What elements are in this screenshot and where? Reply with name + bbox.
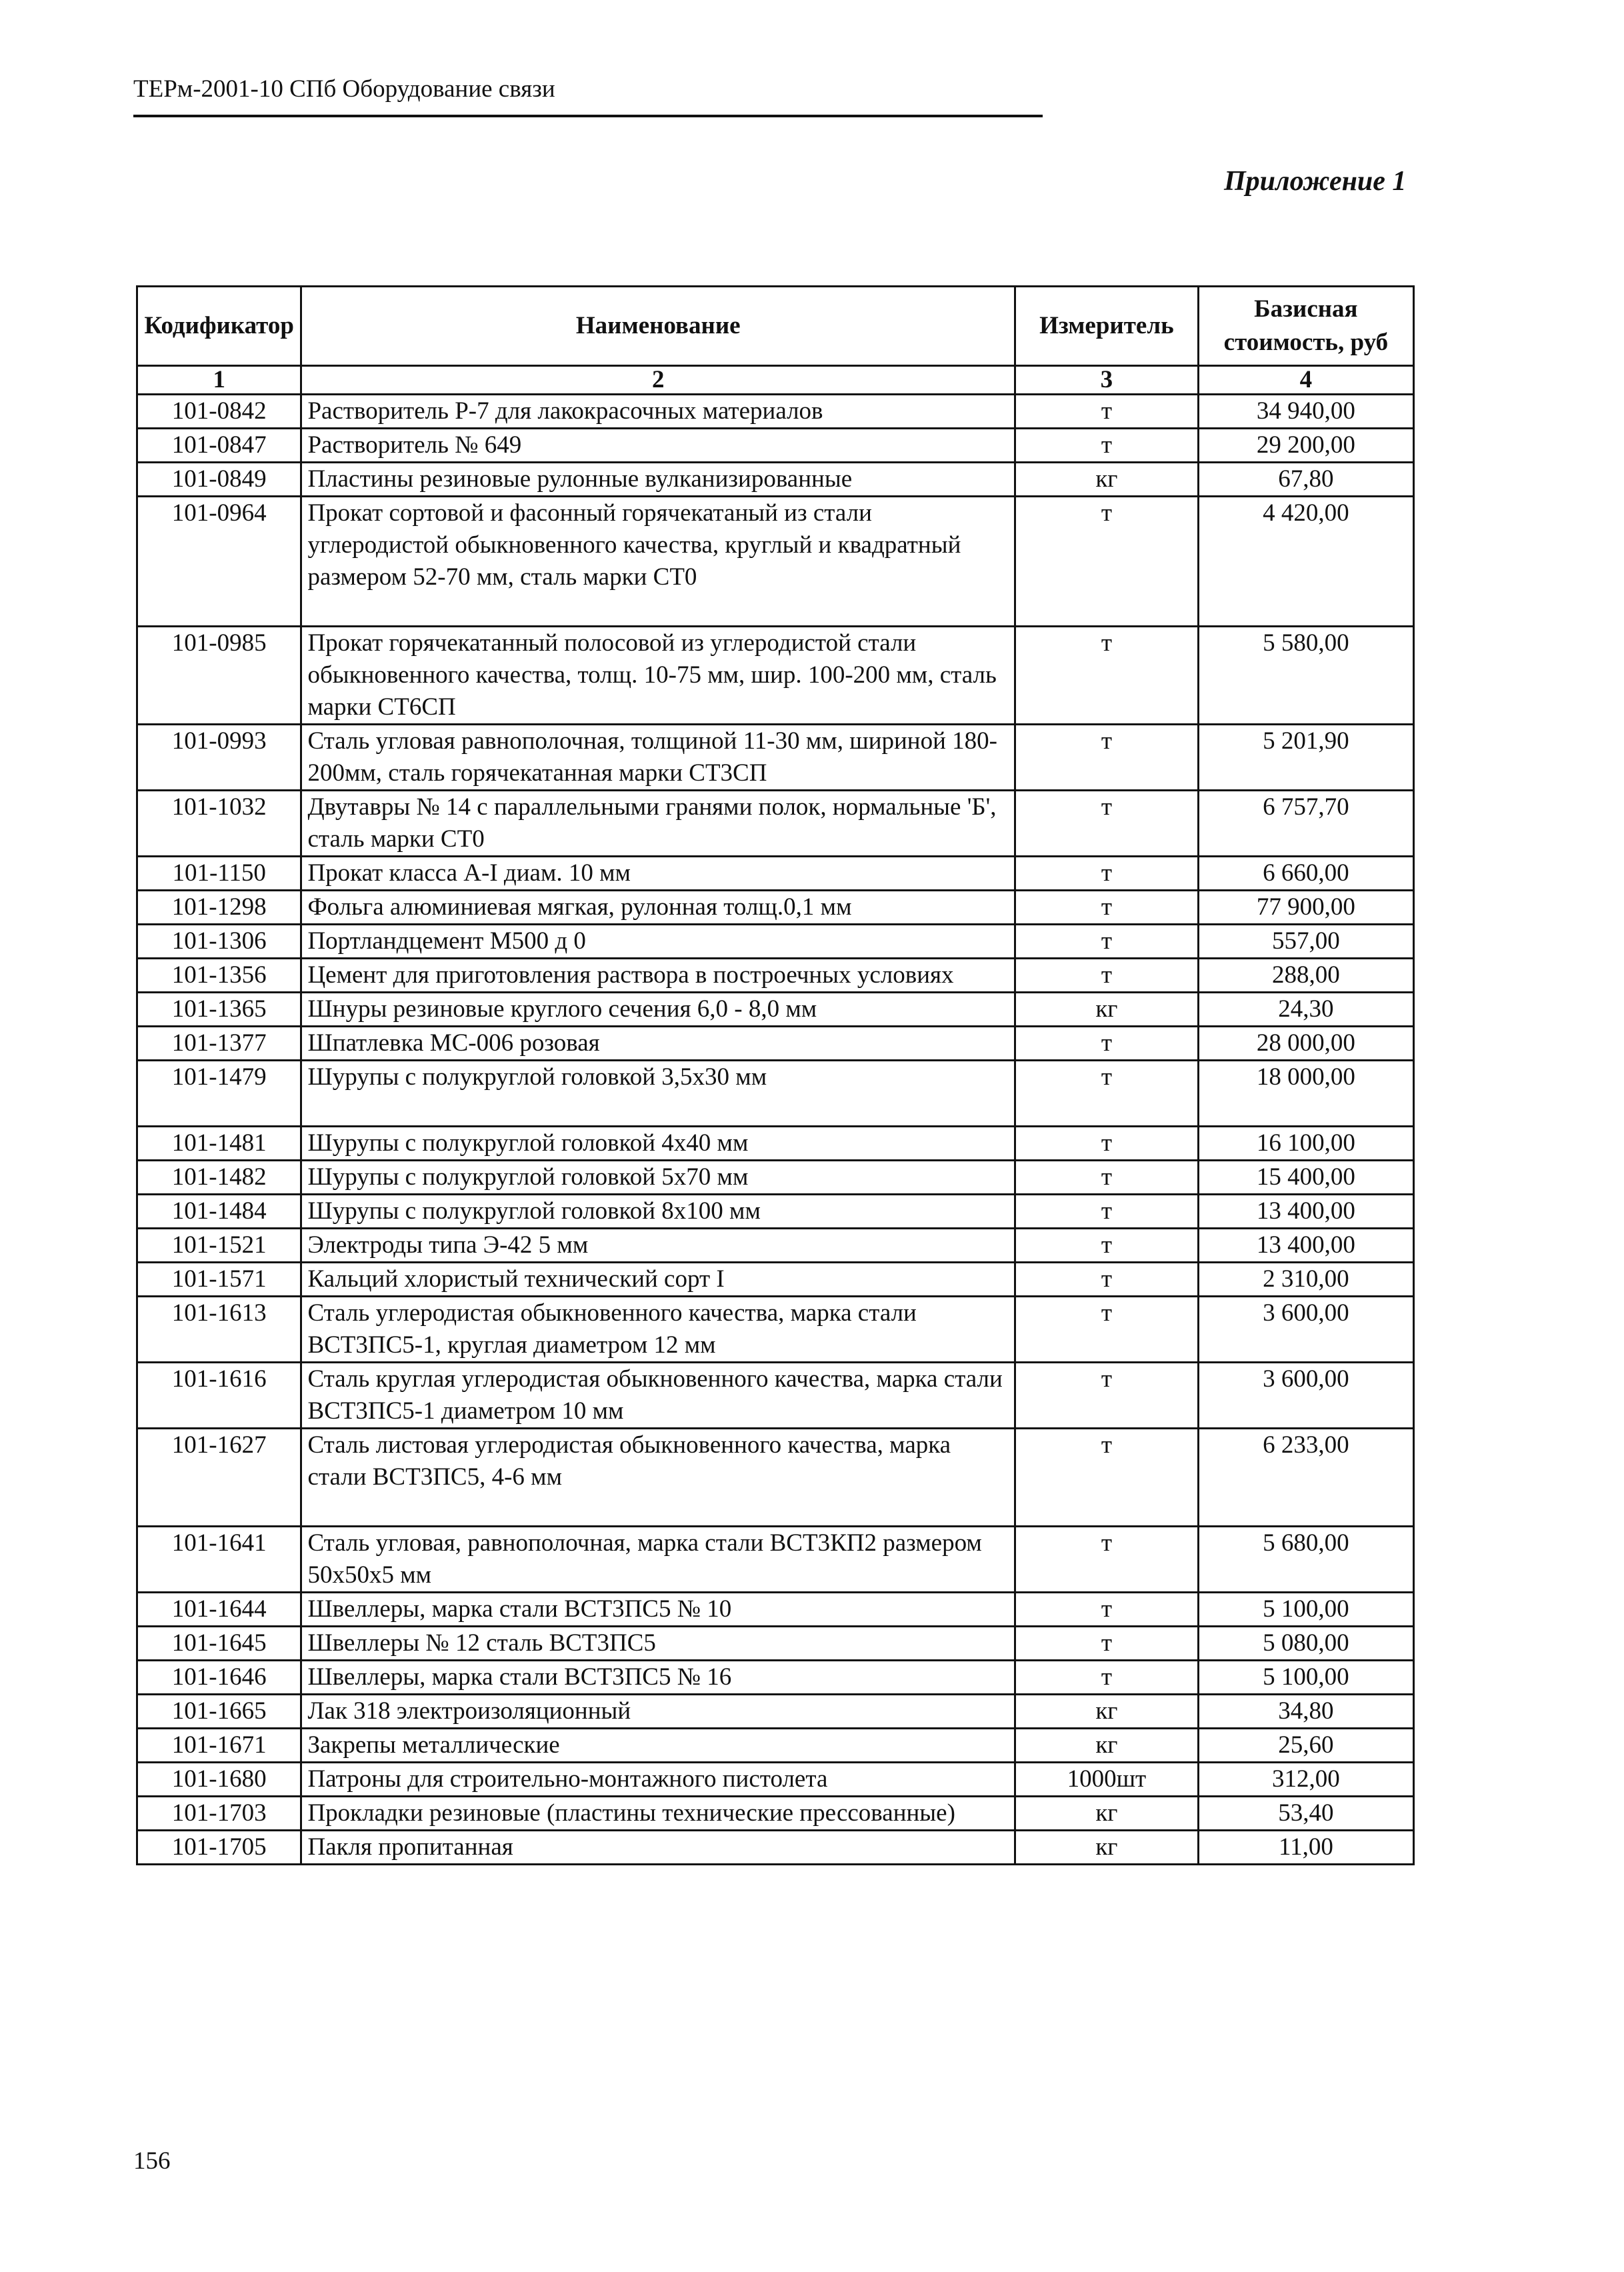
- unit-cell: кг: [1015, 1729, 1199, 1763]
- price-cell: 29 200,00: [1198, 429, 1413, 463]
- name-cell: Сталь круглая углеродистая обыкновенного качества, марка стали ВСТ3ПС5-1 диаметром 10 мм: [301, 1363, 1015, 1429]
- price-cell: 13 400,00: [1198, 1229, 1413, 1263]
- table-row: [137, 857, 1414, 891]
- unit-cell: т: [1015, 959, 1199, 993]
- unit-cell: т: [1015, 497, 1199, 627]
- header-price: Базисная стоимость, руб: [1198, 287, 1413, 366]
- price-cell: 24,30: [1198, 993, 1413, 1027]
- unit-cell: кг: [1015, 1695, 1199, 1729]
- table-row: [137, 395, 1414, 429]
- column-number: 3: [1015, 366, 1199, 395]
- name-cell: Швеллеры, марка стали ВСТ3ПС5 № 16: [301, 1661, 1015, 1695]
- unit-cell: кг: [1015, 1831, 1199, 1865]
- name-cell: Электроды типа Э-42 5 мм: [301, 1229, 1015, 1263]
- price-cell: 2 310,00: [1198, 1263, 1413, 1297]
- table-row: [137, 1161, 1414, 1195]
- table-row: [137, 891, 1414, 925]
- code-cell: 101-1150: [137, 857, 301, 891]
- name-cell: Швеллеры, марка стали ВСТ3ПС5 № 10: [301, 1593, 1015, 1627]
- price-cell: 6 233,00: [1198, 1429, 1413, 1527]
- price-cell: 13 400,00: [1198, 1195, 1413, 1229]
- code-cell: 101-1484: [137, 1195, 301, 1229]
- unit-cell: кг: [1015, 993, 1199, 1027]
- appendix-label: Приложение 1: [1224, 166, 1407, 197]
- price-cell: 6 660,00: [1198, 857, 1413, 891]
- unit-cell: т: [1015, 1061, 1199, 1127]
- unit-cell: т: [1015, 1263, 1199, 1297]
- unit-cell: т: [1015, 1195, 1199, 1229]
- name-cell: Прокат класса А-I диам. 10 мм: [301, 857, 1015, 891]
- header-divider: [133, 115, 1043, 117]
- name-cell: Растворитель № 649: [301, 429, 1015, 463]
- name-cell: Прокладки резиновые (пластины технические прессованные): [301, 1797, 1015, 1831]
- name-cell: Кальций хлористый технический сорт I: [301, 1263, 1015, 1297]
- unit-cell: т: [1015, 1127, 1199, 1161]
- unit-cell: т: [1015, 1363, 1199, 1429]
- price-cell: 5 100,00: [1198, 1661, 1413, 1695]
- unit-cell: т: [1015, 1627, 1199, 1661]
- code-cell: 101-1671: [137, 1729, 301, 1763]
- table-row: [137, 627, 1414, 725]
- table-row: [137, 993, 1414, 1027]
- price-cell: 15 400,00: [1198, 1161, 1413, 1195]
- name-cell: Шурупы с полукруглой головкой 4х40 мм: [301, 1127, 1015, 1161]
- unit-cell: т: [1015, 1027, 1199, 1061]
- table-row: [137, 1797, 1414, 1831]
- name-cell: Швеллеры № 12 сталь ВСТ3ПС5: [301, 1627, 1015, 1661]
- code-cell: 101-1644: [137, 1593, 301, 1627]
- code-cell: 101-1306: [137, 925, 301, 959]
- table-row: [137, 429, 1414, 463]
- price-cell: 5 201,90: [1198, 725, 1413, 791]
- unit-cell: т: [1015, 1527, 1199, 1593]
- table-row: [137, 463, 1414, 497]
- table-row: [137, 1127, 1414, 1161]
- table-row: [137, 1027, 1414, 1061]
- name-cell: Закрепы металлические: [301, 1729, 1015, 1763]
- name-cell: Сталь листовая углеродистая обыкновенного качества, марка стали ВСТ3ПС5, 4-6 мм: [301, 1429, 1015, 1527]
- code-cell: 101-0849: [137, 463, 301, 497]
- price-cell: 6 757,70: [1198, 791, 1413, 857]
- column-number: 1: [137, 366, 301, 395]
- name-cell: Шурупы с полукруглой головкой 8х100 мм: [301, 1195, 1015, 1229]
- table-row: [137, 1763, 1414, 1797]
- unit-cell: т: [1015, 925, 1199, 959]
- unit-cell: т: [1015, 627, 1199, 725]
- code-cell: 101-0842: [137, 395, 301, 429]
- price-cell: 34,80: [1198, 1695, 1413, 1729]
- code-cell: 101-1356: [137, 959, 301, 993]
- price-cell: 3 600,00: [1198, 1297, 1413, 1363]
- price-cell: 11,00: [1198, 1831, 1413, 1865]
- unit-cell: т: [1015, 1297, 1199, 1363]
- page-number: 156: [133, 2147, 171, 2175]
- name-cell: Цемент для приготовления раствора в построечных условиях: [301, 959, 1015, 993]
- code-cell: 101-1641: [137, 1527, 301, 1593]
- table-row: [137, 925, 1414, 959]
- name-cell: Сталь угловая, равнополочная, марка стали ВСТ3КП2 размером 50х50х5 мм: [301, 1527, 1015, 1593]
- code-cell: 101-1613: [137, 1297, 301, 1363]
- price-cell: 77 900,00: [1198, 891, 1413, 925]
- name-cell: Пакля пропитанная: [301, 1831, 1015, 1865]
- code-cell: 101-0985: [137, 627, 301, 725]
- code-cell: 101-1627: [137, 1429, 301, 1527]
- code-cell: 101-1365: [137, 993, 301, 1027]
- table-row: [137, 1695, 1414, 1729]
- price-cell: 288,00: [1198, 959, 1413, 993]
- code-cell: 101-0993: [137, 725, 301, 791]
- table-row: [137, 1363, 1414, 1429]
- name-cell: Сталь углеродистая обыкновенного качества, марка стали ВСТ3ПС5-1, круглая диаметром 12 мм: [301, 1297, 1015, 1363]
- unit-cell: т: [1015, 1661, 1199, 1695]
- price-cell: 28 000,00: [1198, 1027, 1413, 1061]
- price-cell: 312,00: [1198, 1763, 1413, 1797]
- name-cell: Шнуры резиновые круглого сечения 6,0 - 8,0 мм: [301, 993, 1015, 1027]
- column-number: 2: [301, 366, 1015, 395]
- table-row: [137, 1661, 1414, 1695]
- code-cell: 101-1616: [137, 1363, 301, 1429]
- table-row: [137, 1831, 1414, 1865]
- name-cell: Лак 318 электроизоляционный: [301, 1695, 1015, 1729]
- header-codifier: Кодификатор: [137, 287, 301, 366]
- unit-cell: т: [1015, 791, 1199, 857]
- code-cell: 101-0964: [137, 497, 301, 627]
- unit-cell: т: [1015, 725, 1199, 791]
- name-cell: Пластины резиновые рулонные вулканизированные: [301, 463, 1015, 497]
- column-numbers-row: [137, 366, 1414, 395]
- price-cell: 5 100,00: [1198, 1593, 1413, 1627]
- price-cell: 557,00: [1198, 925, 1413, 959]
- price-table: [136, 285, 1415, 1865]
- price-cell: 18 000,00: [1198, 1061, 1413, 1127]
- code-cell: 101-1680: [137, 1763, 301, 1797]
- document-header-title: ТЕРм-2001-10 СПб Оборудование связи: [133, 75, 555, 103]
- table-row: [137, 1229, 1414, 1263]
- code-cell: 101-1482: [137, 1161, 301, 1195]
- name-cell: Фольга алюминиевая мягкая, рулонная толщ.0,1 мм: [301, 891, 1015, 925]
- price-cell: 25,60: [1198, 1729, 1413, 1763]
- code-cell: 101-1665: [137, 1695, 301, 1729]
- unit-cell: т: [1015, 395, 1199, 429]
- price-cell: 3 600,00: [1198, 1363, 1413, 1429]
- table-row: [137, 959, 1414, 993]
- price-cell: 34 940,00: [1198, 395, 1413, 429]
- name-cell: Прокат горячекатанный полосовой из углеродистой стали обыкновенного качества, толщ. 10-75 мм, шир. 100-200 мм, сталь марки СТ6СП: [301, 627, 1015, 725]
- name-cell: Шурупы с полукруглой головкой 3,5х30 мм: [301, 1061, 1015, 1127]
- column-number: 4: [1198, 366, 1413, 395]
- name-cell: Патроны для строительно-монтажного пистолета: [301, 1763, 1015, 1797]
- unit-cell: т: [1015, 1429, 1199, 1527]
- code-cell: 101-0847: [137, 429, 301, 463]
- table-row: [137, 1061, 1414, 1127]
- price-cell: 16 100,00: [1198, 1127, 1413, 1161]
- price-cell: 5 080,00: [1198, 1627, 1413, 1661]
- name-cell: Шпатлевка МС-006 розовая: [301, 1027, 1015, 1061]
- table-row: [137, 725, 1414, 791]
- header-name: Наименование: [301, 287, 1015, 366]
- unit-cell: т: [1015, 1593, 1199, 1627]
- name-cell: Сталь угловая равнополочная, толщиной 11-30 мм, шириной 180-200мм, сталь горячекатанная марки СТ3СП: [301, 725, 1015, 791]
- price-cell: 5 580,00: [1198, 627, 1413, 725]
- code-cell: 101-1703: [137, 1797, 301, 1831]
- table-row: [137, 1527, 1414, 1593]
- table-row: [137, 791, 1414, 857]
- code-cell: 101-1645: [137, 1627, 301, 1661]
- unit-cell: т: [1015, 857, 1199, 891]
- price-cell: 5 680,00: [1198, 1527, 1413, 1593]
- code-cell: 101-1521: [137, 1229, 301, 1263]
- price-cell: 53,40: [1198, 1797, 1413, 1831]
- table-row: [137, 1263, 1414, 1297]
- name-cell: Двутавры № 14 с параллельными гранями полок, нормальные 'Б', сталь марки СТ0: [301, 791, 1015, 857]
- code-cell: 101-1298: [137, 891, 301, 925]
- name-cell: Прокат сортовой и фасонный горячекатаный из стали углеродистой обыкновенного качества, круглый и квадратный размером 52-70 мм, сталь марки СТ0: [301, 497, 1015, 627]
- code-cell: 101-1646: [137, 1661, 301, 1695]
- code-cell: 101-1481: [137, 1127, 301, 1161]
- table-row: [137, 1593, 1414, 1627]
- unit-cell: т: [1015, 429, 1199, 463]
- table-row: [137, 497, 1414, 627]
- code-cell: 101-1032: [137, 791, 301, 857]
- unit-cell: кг: [1015, 1797, 1199, 1831]
- unit-cell: кг: [1015, 463, 1199, 497]
- name-cell: Растворитель Р-7 для лакокрасочных материалов: [301, 395, 1015, 429]
- name-cell: Портландцемент М500 д 0: [301, 925, 1015, 959]
- table-row: [137, 1627, 1414, 1661]
- unit-cell: 1000шт: [1015, 1763, 1199, 1797]
- unit-cell: т: [1015, 891, 1199, 925]
- unit-cell: т: [1015, 1229, 1199, 1263]
- code-cell: 101-1377: [137, 1027, 301, 1061]
- header-unit: Измеритель: [1015, 287, 1199, 366]
- code-cell: 101-1479: [137, 1061, 301, 1127]
- name-cell: Шурупы с полукруглой головкой 5х70 мм: [301, 1161, 1015, 1195]
- table-row: [137, 1297, 1414, 1363]
- price-cell: 67,80: [1198, 463, 1413, 497]
- code-cell: 101-1571: [137, 1263, 301, 1297]
- code-cell: 101-1705: [137, 1831, 301, 1865]
- table-header-row: [137, 287, 1414, 366]
- unit-cell: т: [1015, 1161, 1199, 1195]
- table-row: [137, 1729, 1414, 1763]
- table-row: [137, 1429, 1414, 1527]
- table-body: [137, 395, 1414, 1865]
- table-row: [137, 1195, 1414, 1229]
- price-cell: 4 420,00: [1198, 497, 1413, 627]
